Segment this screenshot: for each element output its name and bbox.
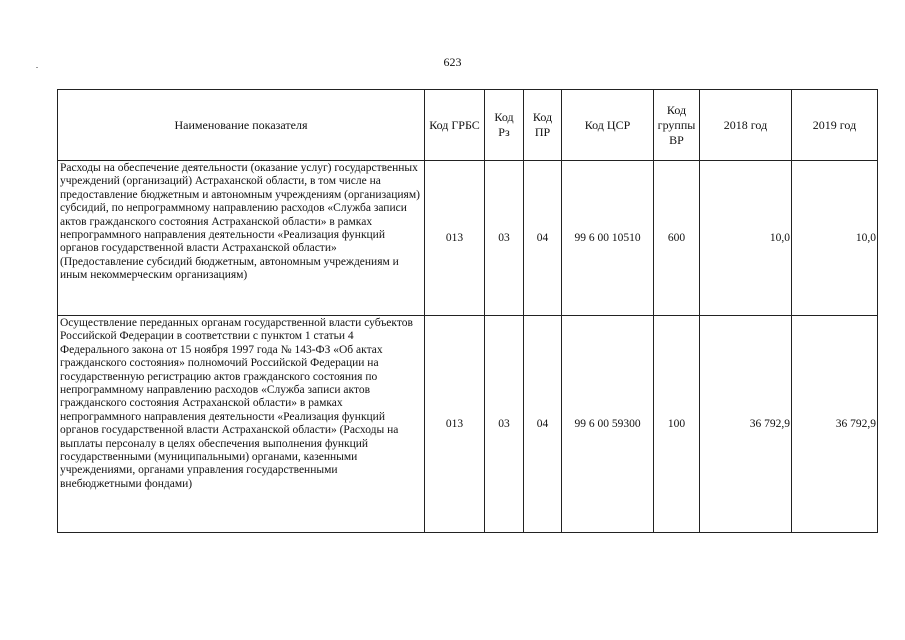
row-2019-cell: 36 792,9 <box>792 316 878 533</box>
table-row <box>58 161 878 316</box>
row-pr-cell: 04 <box>524 316 562 533</box>
row-2018-cell: 36 792,9 <box>700 316 792 533</box>
header-pr-text: Код ПР <box>532 110 553 139</box>
header-2018: 2018 год <box>700 90 792 161</box>
row-name-cell: Расходы на обеспечение деятельности (оказание услуг) государственных учреждений (организаций) Астраханской области, в том числе на предоставление бюджетным и автономным учреждениям (организациям) субсидий, по непрограммному направлению расходов «Служба записи актов гражданского состояния Астраханской области» в рамках непрограммного направления деятельности «Реализация функций органов государственной власти Астраханской области» (Предоставление субсидий бюджетным, автономным учреждениям и иным некоммерческим организациям) <box>58 161 425 316</box>
header-2019: 2019 год <box>792 90 878 161</box>
row-name-cell: Осуществление переданных органам государственной власти субъектов Российской Федерации в соответствии с пунктом 1 статьи 4 Федерального закона от 15 ноября 1997 года № 143-ФЗ «Об актах гражданского состояния» полномочий Российской Федерации на государственную регистрацию актов гражданского состояния по непрограммному направлению расходов «Служба записи актов гражданского состояния Астраханской области» в рамках непрограммного направления деятельности «Реализация функций органов государственной власти Астраханской области» (Расходы на выплаты персоналу в целях обеспечения выполнения функций государственными (муниципальными) органами, казенными учреждениями, органами управления государственными внебюджетными фондами) <box>58 316 425 533</box>
row-2018-cell: 10,0 <box>700 161 792 316</box>
table-row <box>58 316 878 533</box>
row-2019-cell: 10,0 <box>792 161 878 316</box>
header-name: Наименование показателя <box>58 90 425 161</box>
header-rz-text: Код Рз <box>494 110 514 139</box>
row-csr-cell: 99 6 00 10510 <box>562 161 654 316</box>
row-vr-cell: 100 <box>654 316 700 533</box>
scan-speck <box>36 67 38 68</box>
row-vr-cell: 600 <box>654 161 700 316</box>
row-rz-cell: 03 <box>485 316 524 533</box>
budget-table <box>57 89 878 533</box>
page-number: 623 <box>443 55 462 69</box>
header-rz <box>485 90 524 161</box>
table-header-row <box>58 90 878 161</box>
header-vr <box>654 90 700 161</box>
header-grbs: Код ГРБС <box>425 90 485 161</box>
row-csr-cell: 99 6 00 59300 <box>562 316 654 533</box>
row-rz-cell: 03 <box>485 161 524 316</box>
header-csr: Код ЦСР <box>562 90 654 161</box>
row-grbs-cell: 013 <box>425 316 485 533</box>
header-vr-text: Код группы ВР <box>657 102 696 147</box>
row-grbs-cell: 013 <box>425 161 485 316</box>
row-pr-cell: 04 <box>524 161 562 316</box>
header-pr <box>524 90 562 161</box>
